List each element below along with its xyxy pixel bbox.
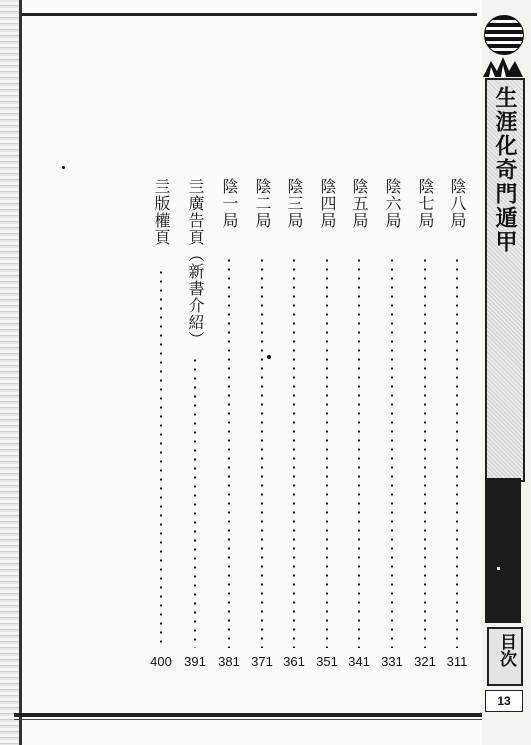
stray-ink-dot bbox=[267, 355, 271, 359]
side-dark-block bbox=[485, 478, 521, 623]
toc-entry[interactable] bbox=[148, 178, 174, 698]
mountain-icon bbox=[483, 57, 523, 77]
bottom-border-thin-line bbox=[14, 719, 484, 720]
toc-leader-dots bbox=[390, 256, 394, 648]
toc-entry-label: 陰三局 bbox=[285, 178, 304, 229]
toc-entry[interactable] bbox=[314, 178, 340, 698]
toc-leader-dots bbox=[260, 256, 264, 648]
toc-leader-dots bbox=[357, 256, 361, 648]
toc-leader-dots bbox=[325, 256, 329, 648]
toc-entry-page: 331 bbox=[381, 654, 403, 669]
toc-entry-label: 陰六局 bbox=[383, 178, 402, 229]
stray-ink-dot bbox=[62, 166, 65, 169]
toc-entry[interactable] bbox=[444, 178, 470, 698]
toc-leader-dots bbox=[193, 356, 197, 648]
toc-entry[interactable] bbox=[346, 178, 372, 698]
page-number: 13 bbox=[485, 690, 523, 712]
toc-entry-label: 陰一局 bbox=[220, 178, 239, 229]
toc-entry-page: 381 bbox=[218, 654, 240, 669]
side-title: 生涯化奇門遁甲 bbox=[492, 86, 518, 254]
dark-block-dot bbox=[497, 567, 500, 570]
side-title-box bbox=[485, 78, 525, 482]
scan-edge bbox=[0, 0, 19, 745]
toc-leader-dots bbox=[455, 256, 459, 648]
toc-entry-label: 陰二局 bbox=[253, 178, 272, 229]
toc-entry[interactable] bbox=[281, 178, 307, 698]
toc-entry-page: 351 bbox=[316, 654, 338, 669]
toc-entry-page: 321 bbox=[414, 654, 436, 669]
toc-entry[interactable] bbox=[249, 178, 275, 698]
toc-leader-dots bbox=[159, 268, 163, 648]
toc-entry[interactable] bbox=[182, 178, 208, 698]
toc-leader-dots bbox=[227, 256, 231, 648]
section-label-box bbox=[487, 627, 523, 686]
toc-entry[interactable] bbox=[216, 178, 242, 698]
toc-entry-page: 400 bbox=[150, 654, 172, 669]
toc-entry-page: 341 bbox=[348, 654, 370, 669]
toc-entry-label: 亖版權頁 bbox=[152, 178, 171, 246]
toc-leader-dots bbox=[292, 256, 296, 648]
toc-entry-label: 陰八局 bbox=[448, 178, 467, 229]
toc-entry-page: 311 bbox=[446, 654, 468, 669]
toc-entry-page: 371 bbox=[251, 654, 273, 669]
left-border-line bbox=[19, 0, 22, 745]
section-label: 目次 bbox=[496, 633, 516, 667]
top-border-line bbox=[22, 13, 477, 16]
publisher-logo-icon bbox=[484, 15, 524, 55]
toc-entry-label: 陰四局 bbox=[318, 178, 337, 229]
toc-entry[interactable] bbox=[379, 178, 405, 698]
toc-entry-label: 陰七局 bbox=[416, 178, 435, 229]
toc-entry-label: 陰五局 bbox=[350, 178, 369, 229]
toc-entry-page: 361 bbox=[283, 654, 305, 669]
toc-entry-page: 391 bbox=[184, 654, 206, 669]
toc-leader-dots bbox=[423, 256, 427, 648]
toc-entry-label: 亖廣告頁（新書介紹） bbox=[186, 178, 205, 348]
toc-entry[interactable] bbox=[412, 178, 438, 698]
bottom-border-line bbox=[14, 713, 484, 717]
